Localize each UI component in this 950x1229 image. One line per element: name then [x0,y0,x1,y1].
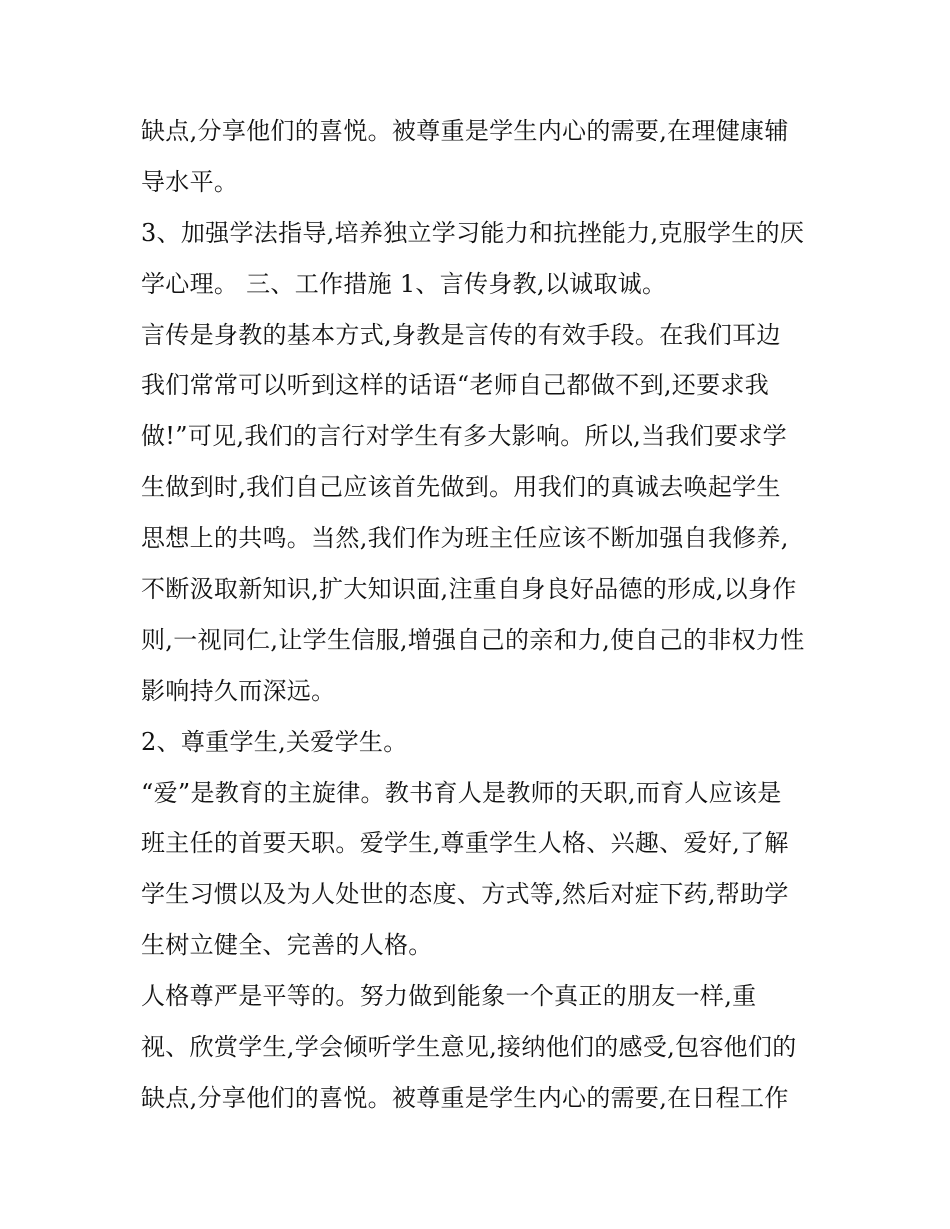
text-line: 则,一视同仁,让学生信服,增强自己的亲和力,使自己的非权力性 [141,625,805,654]
text-line: 生树立健全、完善的人格。 [141,931,433,960]
text-line: 视、欣赏学生,学会倾听学生意见,接纳他们的感受,包容他们的 [141,1033,797,1062]
text-line: 做!”可见,我们的言行对学生有多大影响。所以,当我们要求学 [141,422,787,451]
text-line: 缺点,分享他们的喜悦。被尊重是学生内心的需要,在日程工作 [141,1083,789,1112]
text-line: 班主任的首要天职。爱学生,尊重学生人格、兴趣、爱好,了解 [141,829,789,858]
text-line: 言传是身教的基本方式,身教是言传的有效手段。在我们耳边 [141,320,781,349]
text-line: 学心理。 三、工作措施 1、言传身教,以诚取诚。 [141,269,667,298]
text-line: 3、加强学法指导,培养独立学习能力和抗挫能力,克服学生的厌 [141,218,805,247]
body-text [141,106,821,1124]
text-line: 学生习惯以及为人处世的态度、方式等,然后对症下药,帮助学 [141,880,789,909]
text-line: 生做到时,我们自己应该首先做到。用我们的真诚去唤起学生 [141,473,781,502]
text-line: 缺点,分享他们的喜悦。被尊重是学生内心的需要,在理健康辅 [141,117,789,145]
text-line: 影响持久而深远。 [141,676,336,705]
text-line: 我们常常可以听到这样的话语“老师自己都做不到,还要求我 [141,371,769,400]
text-line: 思想上的共鸣。当然,我们作为班主任应该不断加强自我修养, [141,524,789,553]
text-line: 人格尊严是平等的。努力做到能象一个真正的朋友一样,重 [141,982,757,1011]
text-line: “爱”是教育的主旋律。教书育人是教师的天职,而育人应该是 [141,778,782,807]
text-line: 导水平。 [141,167,239,196]
text-line: 不断汲取新知识,扩大知识面,注重自身良好品德的形成,以身作 [141,575,797,604]
text-line: 2、尊重学生,关爱学生。 [141,727,408,756]
